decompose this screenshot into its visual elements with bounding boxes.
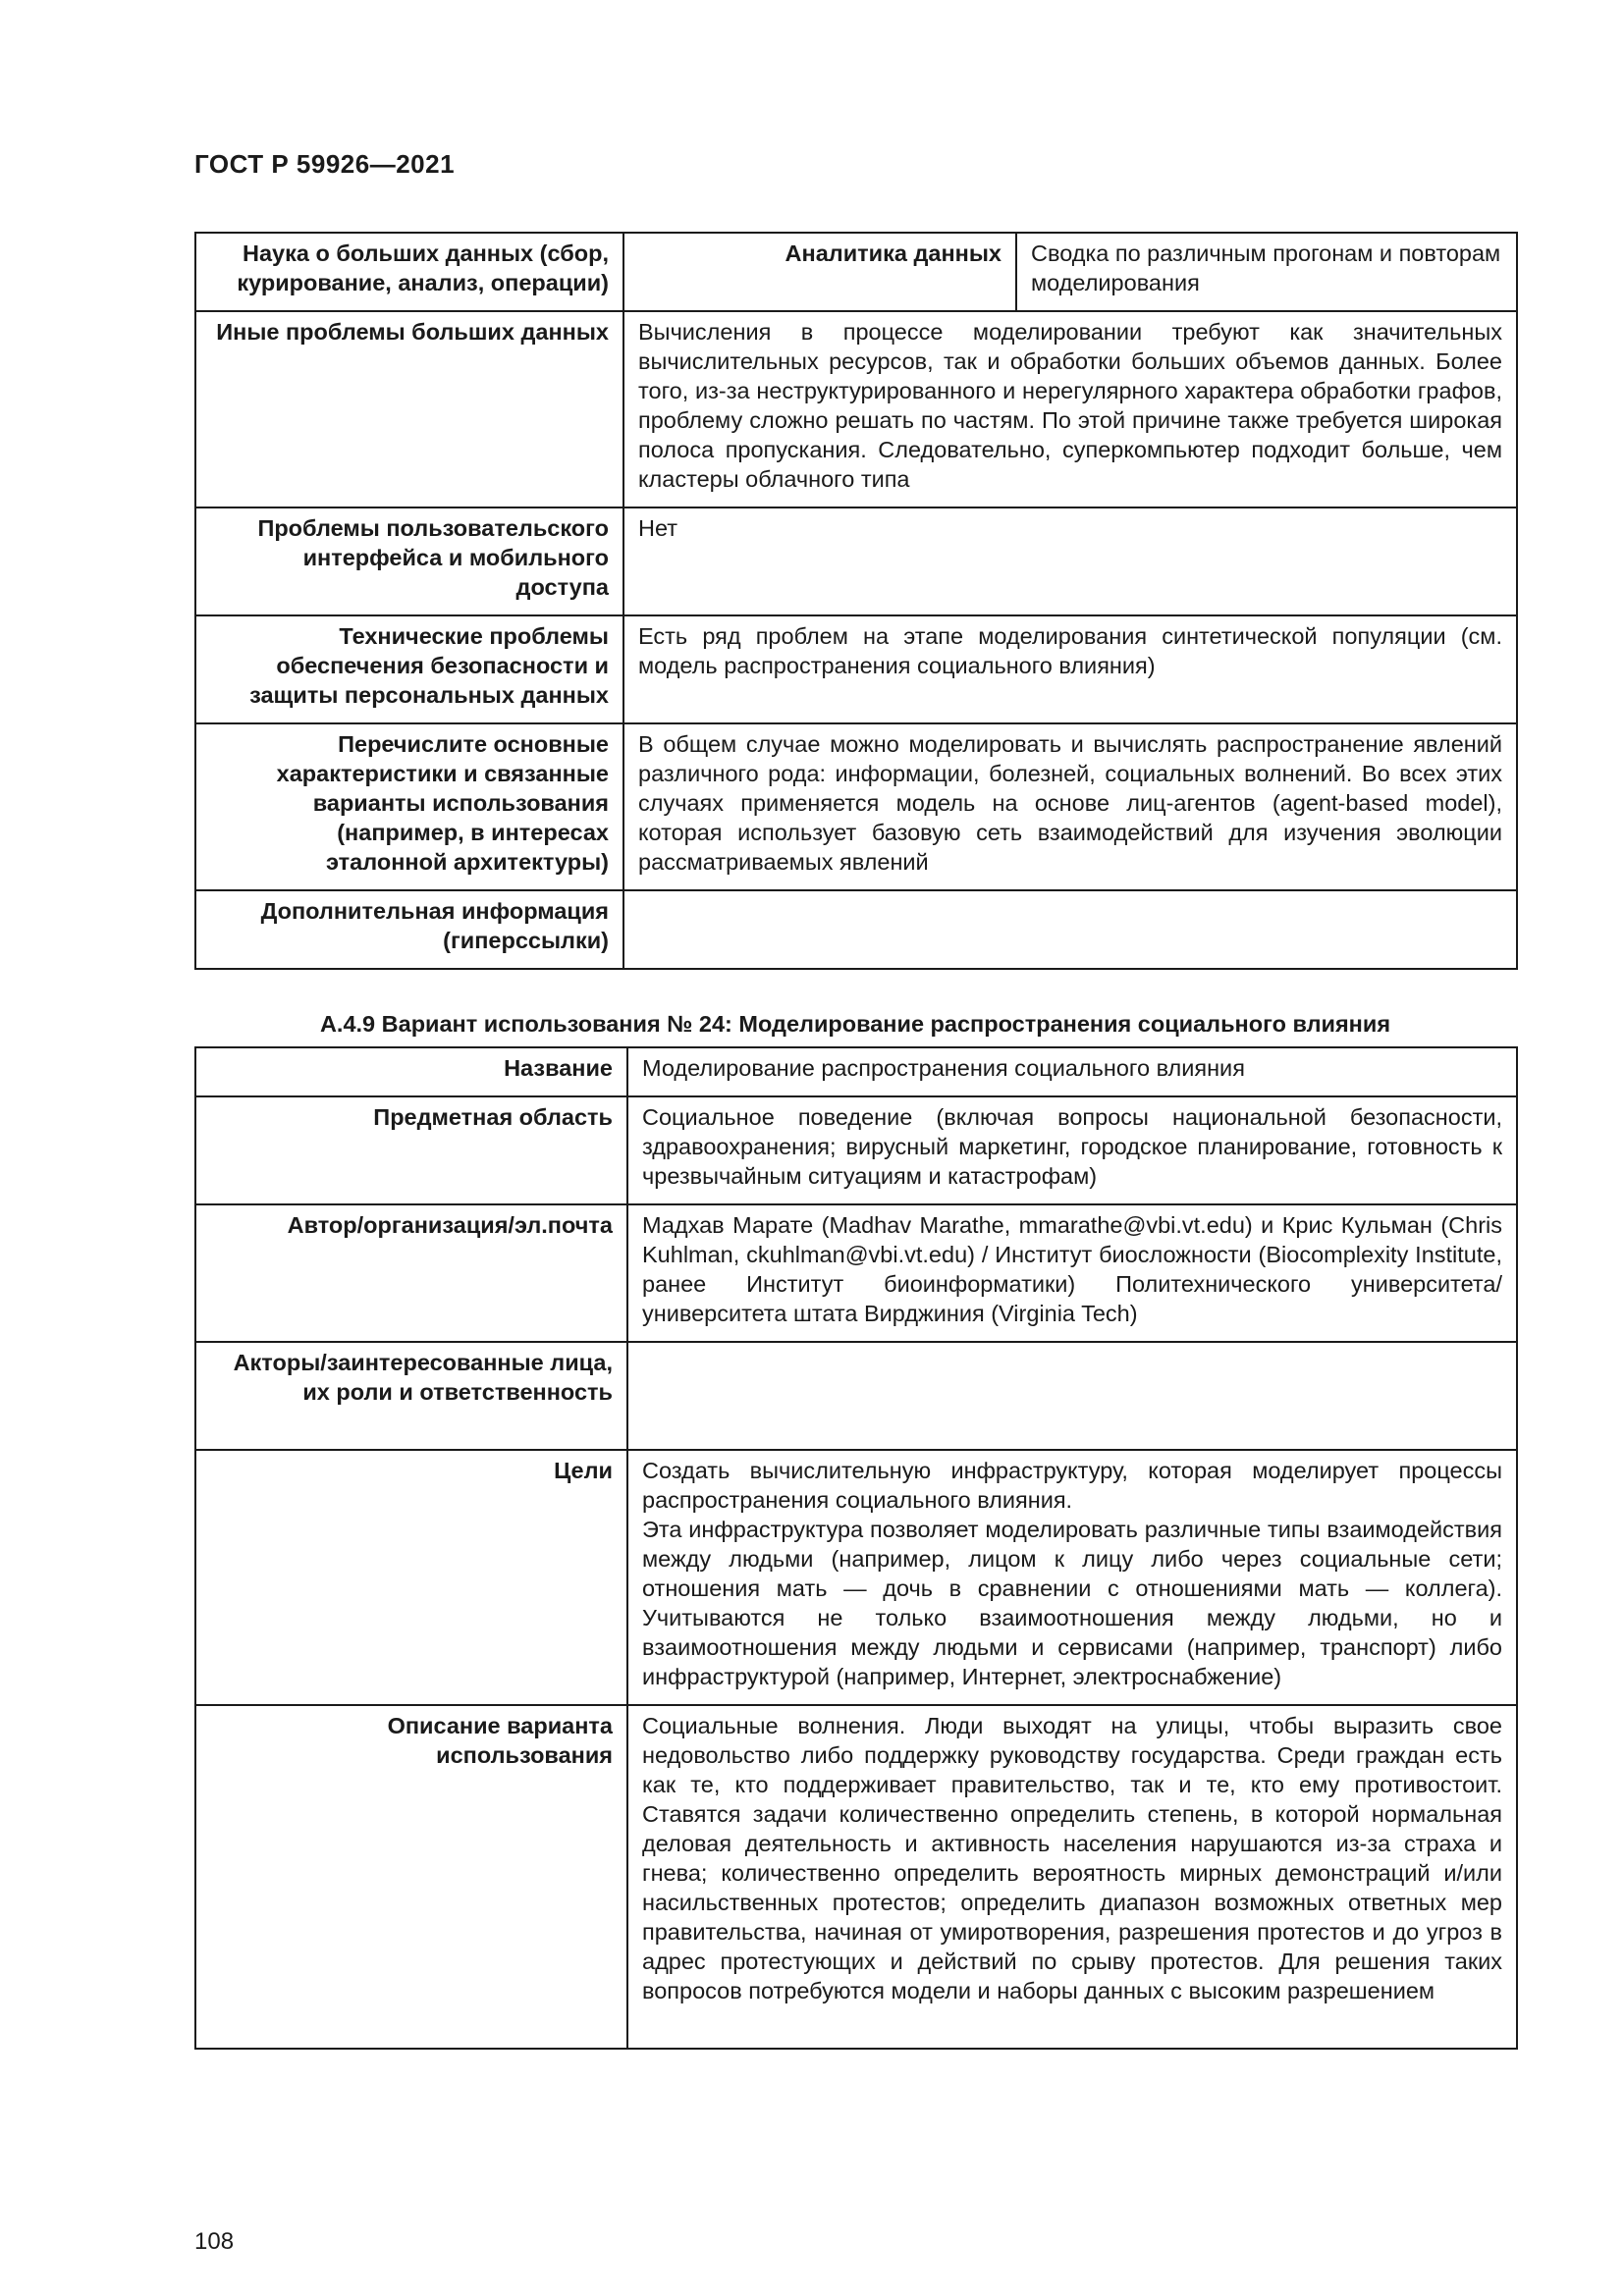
table-row xyxy=(195,507,1517,615)
row-label: Цели xyxy=(195,1450,627,1705)
row-label: Предметная область xyxy=(195,1096,627,1204)
table-row xyxy=(195,1705,1517,2049)
table-row xyxy=(195,1204,1517,1342)
row-value: Есть ряд проблем на этапе моделирования синтетической популяции (см. модель распространения социального влияния) xyxy=(623,615,1517,723)
row-sublabel: Аналитика данных xyxy=(623,233,1016,311)
row-label: Описание варианта использования xyxy=(195,1705,627,2049)
section-title: А.4.9 Вариант использования № 24: Моделирование распространения социального влияния xyxy=(319,1011,1391,1037)
row-value: Сводка по различным прогонам и повторам моделирования xyxy=(1016,233,1517,311)
table-row xyxy=(195,1096,1517,1204)
use-case-table-continued xyxy=(194,232,1518,970)
table-row xyxy=(195,1450,1517,1705)
row-value: Моделирование распространения социального влияния xyxy=(627,1047,1517,1096)
table-row xyxy=(195,1342,1517,1450)
use-case-24-table xyxy=(194,1046,1518,2050)
row-label: Название xyxy=(195,1047,627,1096)
table-row xyxy=(195,723,1517,890)
row-value xyxy=(623,890,1517,969)
row-value: Социальные волнения. Люди выходят на улицы, чтобы выразить свое недовольство либо поддержку руководству государства. Среди граждан есть как те, кто поддерживает правительство, так и те, кто ему противостоит. Ставятся задачи количественно определить степень, в которой нормальная деловая деятельность и активность населения нарушаются из-за страха и гнева; количественно определить вероятность мирных демонстраций и/или насильственных протестов; определить диапазон возможных ответных мер правительства, начиная от умиротворения, разрешения протестов и до угроз в адрес протестующих и действий по срыву протестов. Для решения таких вопросов потребуются модели и наборы данных с высоким разрешением xyxy=(627,1705,1517,2049)
row-value: Мадхав Марате (Madhav Marathe, mmarathe@vbi.vt.edu) и Крис Кульман (Chris Kuhlman, ckuhlman@vbi.vt.edu) / Институт биосложности (Biocomplexity Institute, ранее Институт биоинформатики) Политехнического университета/университета штата Вирджиния (Virginia Tech) xyxy=(627,1204,1517,1342)
table-row xyxy=(195,233,1517,311)
row-label: Технические проблемы обеспечения безопасности и защиты персональных данных xyxy=(195,615,623,723)
row-value: Социальное поведение (включая вопросы национальной безопасности, здравоохранения; вирусный маркетинг, городское планирование, готовность к чрезвычайным ситуациям и катастрофам) xyxy=(627,1096,1517,1204)
row-label: Акторы/заинтересованные лица, их роли и ответственность xyxy=(195,1342,627,1450)
row-label: Иные проблемы больших данных xyxy=(195,311,623,507)
row-label: Дополнительная информация (гиперссылки) xyxy=(195,890,623,969)
goals-paragraph-1: Создать вычислительную инфраструктуру, которая моделирует процессы распространения социального влияния. xyxy=(642,1458,1502,1513)
row-value: Нет xyxy=(623,507,1517,615)
goals-paragraph-2: Эта инфраструктура позволяет моделировать различные типы взаимодействия между людьми (например, лицом к лицу либо через социальные сети; отношения мать — дочь в сравнении с отношениями мать — коллега). Учитываются не только взаимоотношения между людьми, но и взаимоотношения между людьми и сервисами (например, транспорт) либо инфраструктурой (например, Интернет, электроснабжение) xyxy=(642,1517,1502,1689)
document-code-header: ГОСТ Р 59926—2021 xyxy=(194,149,456,179)
table-row xyxy=(195,1047,1517,1096)
row-label: Автор/организация/эл.почта xyxy=(195,1204,627,1342)
row-label: Наука о больших данных (сбор, курирование, анализ, операции) xyxy=(195,233,623,311)
page-number: 108 xyxy=(194,2228,235,2255)
table-row xyxy=(195,311,1517,507)
table-row xyxy=(195,890,1517,969)
row-label: Перечислите основные характеристики и связанные варианты использования (например, в интересах эталонной архитектуры) xyxy=(195,723,623,890)
row-value: Вычисления в процессе моделировании требуют как значительных вычислительных ресурсов, так и обработки больших объемов данных. Более того, из-за неструктурированного и нерегулярного характера обработки графов, проблему сложно решать по частям. По этой причине также требуется широкая полоса пропускания. Следовательно, суперкомпьютер подходит больше, чем кластеры облачного типа xyxy=(623,311,1517,507)
row-value: В общем случае можно моделировать и вычислять распространение явлений различного рода: информации, болезней, социальных волнений. Во всех этих случаях применяется модель на основе лиц-агентов (agent-based model), которая использует базовую сеть взаимодействий для изучения эволюции рассматриваемых явлений xyxy=(623,723,1517,890)
row-label: Проблемы пользовательского интерфейса и мобильного доступа xyxy=(195,507,623,615)
table-row xyxy=(195,615,1517,723)
row-value xyxy=(627,1450,1517,1705)
row-value xyxy=(627,1342,1517,1450)
